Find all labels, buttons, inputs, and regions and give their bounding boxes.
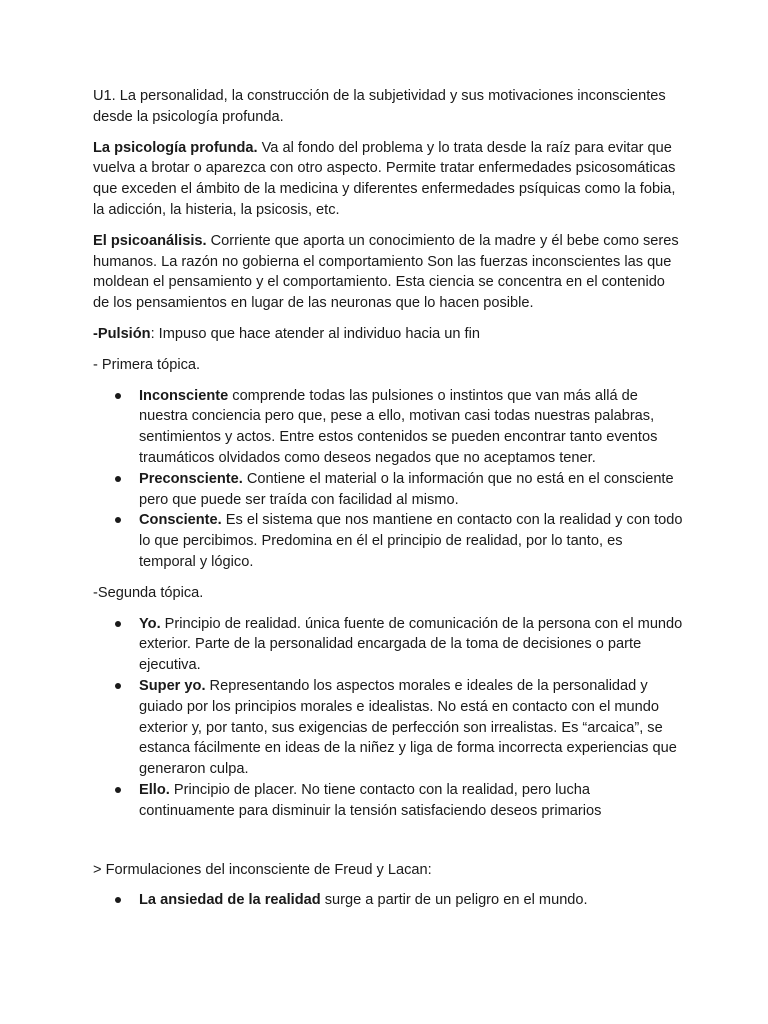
document-title: U1. La personalidad, la construcción de la subjetividad y sus motivaciones inconscientes desde la psicología profunda.: [93, 88, 666, 125]
term-super-yo: Super yo.: [139, 677, 206, 694]
list-item-preconsciente: [139, 469, 683, 511]
term-psicoanalisis: El psicoanálisis.: [93, 232, 207, 249]
list-formulaciones: [93, 890, 683, 911]
text-ansiedad-realidad: surge a partir de un peligro en el mundo.: [320, 892, 588, 909]
paragraph-psicologia-profunda: [93, 138, 683, 221]
list-item-inconsciente: [139, 386, 683, 469]
list-segunda-topica: [93, 614, 683, 822]
text-psicologia-profunda: Va al fondo del problema y lo trata desde la raíz para evitar que vuelva a brotar o aparezca con otro aspecto. Permite tratar enfermedades psicosomáticas que exceden el ámbito de la medicina y diferentes enfermedades psíquicas como la fobia, la adicción, la histeria, la psicosis, etc.: [93, 139, 676, 218]
list-item-yo: [139, 614, 683, 676]
text-psicoanalisis: Corriente que aporta un conocimiento de la madre y él bebe como seres humanos. La razón no gobierna el comportamiento Son las fuerzas inconscientes las que moldean el pensamiento y el comportamiento. Esta ciencia se concentra en el contenido de los pensamientos en lugar de las neuronas que lo hacen posible.: [93, 232, 679, 312]
term-ello: Ello.: [139, 781, 170, 798]
paragraph-psicoanalisis: [93, 231, 683, 314]
document-page: [93, 86, 683, 921]
term-yo: Yo.: [139, 615, 161, 632]
text-preconsciente: Contiene el material o la información que no está en el consciente pero que puede ser traída con facilidad al mismo.: [139, 470, 674, 508]
paragraph-pulsion: [93, 324, 683, 345]
text-inconsciente: comprende todas las pulsiones o instintos que van más allá de nuestra conciencia pero que, pese a ello, motivan casi todas nuestras palabras, sentimientos y actos. Entre estos contenidos se pueden encontrar tanto eventos traumáticos olvidados como deseos negados que no aceptamos tener.: [139, 387, 658, 466]
list-item-ello: [139, 780, 683, 822]
list-item-consciente: [139, 510, 683, 572]
term-preconsciente: Preconsciente.: [139, 470, 243, 487]
list-item-super-yo: [139, 676, 683, 780]
text-pulsion: : Impuso que hace atender al individuo hacia un fin: [150, 325, 480, 342]
term-pulsion: -Pulsión: [93, 325, 151, 342]
list-item-ansiedad-realidad: [139, 890, 683, 911]
term-psicologia-profunda: La psicología profunda.: [93, 139, 258, 156]
term-ansiedad-realidad: La ansiedad de la realidad: [139, 892, 321, 909]
term-inconsciente: Inconsciente: [139, 387, 229, 404]
text-ello: Principio de placer. No tiene contacto con la realidad, pero lucha continuamente para disminuir la tensión satisfaciendo deseos primarios: [139, 781, 602, 819]
text-yo: Principio de realidad. única fuente de comunicación de la persona con el mundo exterior. Parte de la personalidad encargada de la toma de decisiones o parte ejecutiva.: [139, 615, 683, 674]
term-consciente: Consciente.: [139, 512, 222, 529]
text-super-yo: Representando los aspectos morales e ideales de la personalidad y guiado por los principios morales e idealistas. No está en contacto con el mundo exterior y, por tanto, sus exigencias de perfección son irrealistas. Es “arcaica”, se estanca fácilmente en ideas de la niñez y liga de forma incorrecta experiencias que generaron culpa.: [139, 677, 677, 778]
text-consciente: Es el sistema que nos mantiene en contacto con la realidad y con todo lo que percibimos. Predomina en él el principio de realidad, por lo tanto, es temporal y lógico.: [139, 512, 683, 570]
heading-primera-topica: - Primera tópica.: [93, 356, 201, 373]
heading-segunda-topica: -Segunda tópica.: [93, 584, 204, 601]
list-primera-topica: [93, 386, 683, 573]
spacer: [93, 832, 683, 860]
heading-formulaciones: > Formulaciones del inconsciente de Freud y Lacan:: [93, 861, 432, 878]
